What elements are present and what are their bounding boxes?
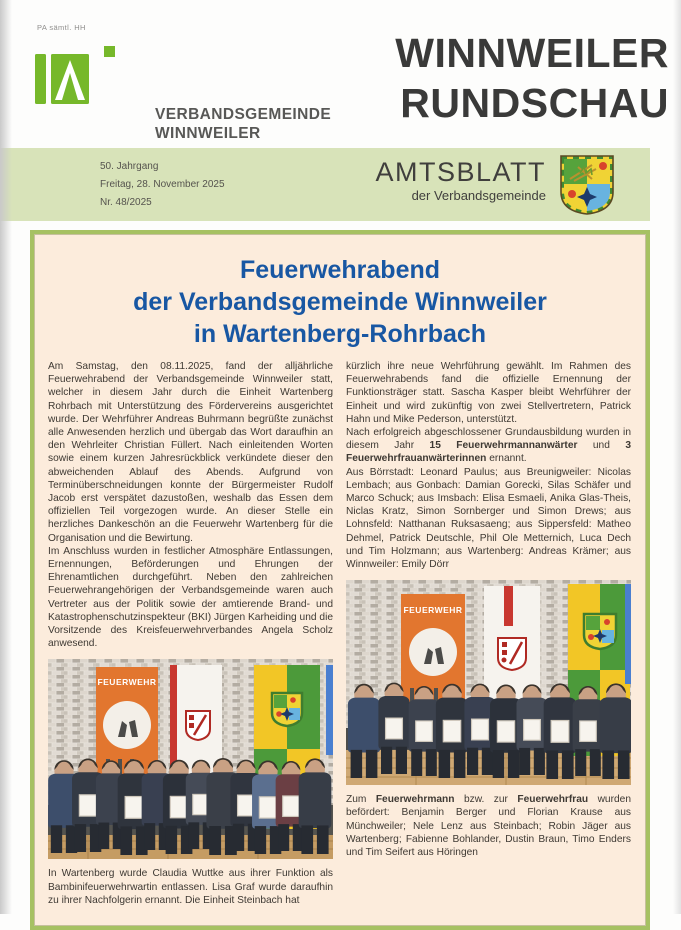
article-column-left	[48, 360, 333, 907]
bold-text-segment: Feuerwehrfrau	[517, 794, 589, 806]
photo-caption-right	[346, 793, 631, 859]
paragraph	[346, 426, 631, 466]
article-box	[30, 230, 650, 930]
paragraph: Aus Börrstadt: Leonard Paulus; aus Breunigweiler: Nicolas Lembach; aus Gonbach: Damian Gorecki, Silas Schäfer und Marco Schuck; aus Imsbach: Elisa Esmaeli, Anika Glas-Theis, Niclas Kratz, Simon Sornberger und Simon Drews; aus Lohnsfeld: Natthanan Ruksasaeng; aus Sippersfeld: Matheo Dehmel, Patrick Deutschle, Phil Ole Metternich, Luca Dech und Tim Holzmann; aus Wartenberg: Andreas Krämer; aus Winnweiler: Emily Dörr	[346, 466, 631, 571]
text-segment: Zum	[346, 794, 376, 806]
masthead-line1: WINNWEILER	[395, 30, 669, 76]
bold-text-segment: 15 Feuerwehrmannanwärter	[429, 440, 578, 452]
paragraph: Im Anschluss wurden in festlicher Atmosphäre Entlassungen, Ernennungen, Beförderungen und Ehrungen der Ehrenamtlichen durchgeführt. Neben den zahlreichen Feuerwehrangehörigen der Verbandsgemeinde waren auch Vertreter aus der Politik sowie der amtierende Brand- und Katastrophenschutzinspekteur (BKI) Jürgen Karheiding und die Vorsitzende des Kreisfeuerwehrverbandes Angela Scholz anwesend.	[48, 545, 333, 650]
bold-text-segment: 3 Feuerwehrfrauanwärterinnen	[346, 440, 631, 465]
org-name-line1: VERBANDSGEMEINDE	[155, 106, 332, 123]
paragraph: Am Samstag, den 08.11.2025, fand der alljährliche Feuerwehrabend der Verbandsgemeinde Winnweiler statt, welcher in diesem Jahr durch die Einheit Wartenberg Rohrbach mit Unterstützung des Fördervereins ausgerichtet wurde. Der Wehrführer Andreas Buhrmann begrüßte zunächst alle Anwesenden herzlich und übergab das Wort daraufhin an den Wehrleiter Christian Füllert. Nach einleitenden Worten sowie einem kurzen Jahresrückblick verkündete dieser den abweichenden Ablauf des Abends. Aufgrund von Terminüberschneidungen konnte der Bürgermeister Rudolf Jacob erst verspätet dazustoßen, weshalb das Essen dem offiziellen Teil vorgezogen wurde. An dieser Stelle ein herzliches Dankeschön an die Feuerwehr Wartenberg für die Organisation und die Bewirtung.	[48, 361, 333, 544]
postal-mark: PA sämtl. HH	[37, 23, 86, 32]
amtsblatt-label	[375, 157, 546, 204]
amtsblatt-subtitle: der Verbandsgemeinde	[411, 188, 546, 203]
issue-info	[100, 158, 225, 212]
masthead-line2: RUNDSCHAU	[400, 80, 669, 126]
scan-shadow-right	[673, 0, 681, 914]
coat-of-arms-icon	[558, 153, 616, 217]
vg-winnweiler-logo	[35, 46, 335, 142]
amtsblatt-title: AMTSBLATT	[375, 157, 546, 187]
text-segment: bzw. zur	[454, 794, 518, 806]
article-title-line3: in Wartenberg-Rohrbach	[193, 320, 487, 348]
paragraph: kürzlich ihre neue Wehrführung gewählt. Im Rahmen des Feuerwehrabends fand die offizielle Ernennung der Funktionsträger statt. Sascha Kasper bleibt Wehrführer der Einheit und wird zukünftig von zwei Stellvertretern, Patrick Hahn und Mike Pederson, unterstützt.	[346, 361, 631, 425]
banner-text: FEUERWEHR	[97, 677, 157, 688]
vg-winnweiler-logo-icon	[35, 46, 155, 108]
bold-text-segment: Feuerwehrmann	[375, 794, 455, 806]
photo-caption-left: In Wartenberg wurde Claudia Wuttke aus ihrer Funktion als Bambinifeuerwehrwartin entlassen. Lisa Graf wurde daraufhin zu ihrer Nachfolgerin ernannt. Die Einheit Steinbach hat	[48, 868, 333, 906]
issue-number: Nr. 48/2025	[100, 197, 152, 208]
article-title	[48, 254, 632, 350]
group-photo-left	[48, 659, 333, 859]
article-column-right	[346, 360, 631, 907]
text-segment: ernannt.	[486, 453, 527, 465]
issue-date: Freitag, 28. November 2025	[100, 179, 225, 190]
text-segment: und	[577, 440, 626, 452]
text-segment: Nach erfolgreich abgeschlossener Grundausbildung wurden in diesem Jahr	[346, 427, 631, 452]
issue-bar	[0, 148, 650, 221]
org-name-line2: WINNWEILER	[155, 125, 261, 142]
issue-volume: 50. Jahrgang	[100, 161, 159, 172]
article-title-line1: Feuerwehrabend	[239, 256, 441, 284]
masthead-title	[395, 28, 669, 128]
banner-text: FEUERWEHR	[403, 605, 463, 616]
article-title-line2: der Verbandsgemeinde Winnweiler	[133, 288, 547, 316]
org-name	[155, 105, 331, 143]
scan-shadow-left	[0, 0, 12, 914]
group-photo-right	[346, 580, 631, 785]
text-segment: wurden befördert: Benjamin Berger und Florian Krause aus Münchweiler; Nele Lenz aus Steinbach; Robin Jäger aus Wartenberg; Fabienne Bohlander, Dustin Braun, Timo Enders und Tim Seifert aus Höringen	[346, 794, 631, 859]
